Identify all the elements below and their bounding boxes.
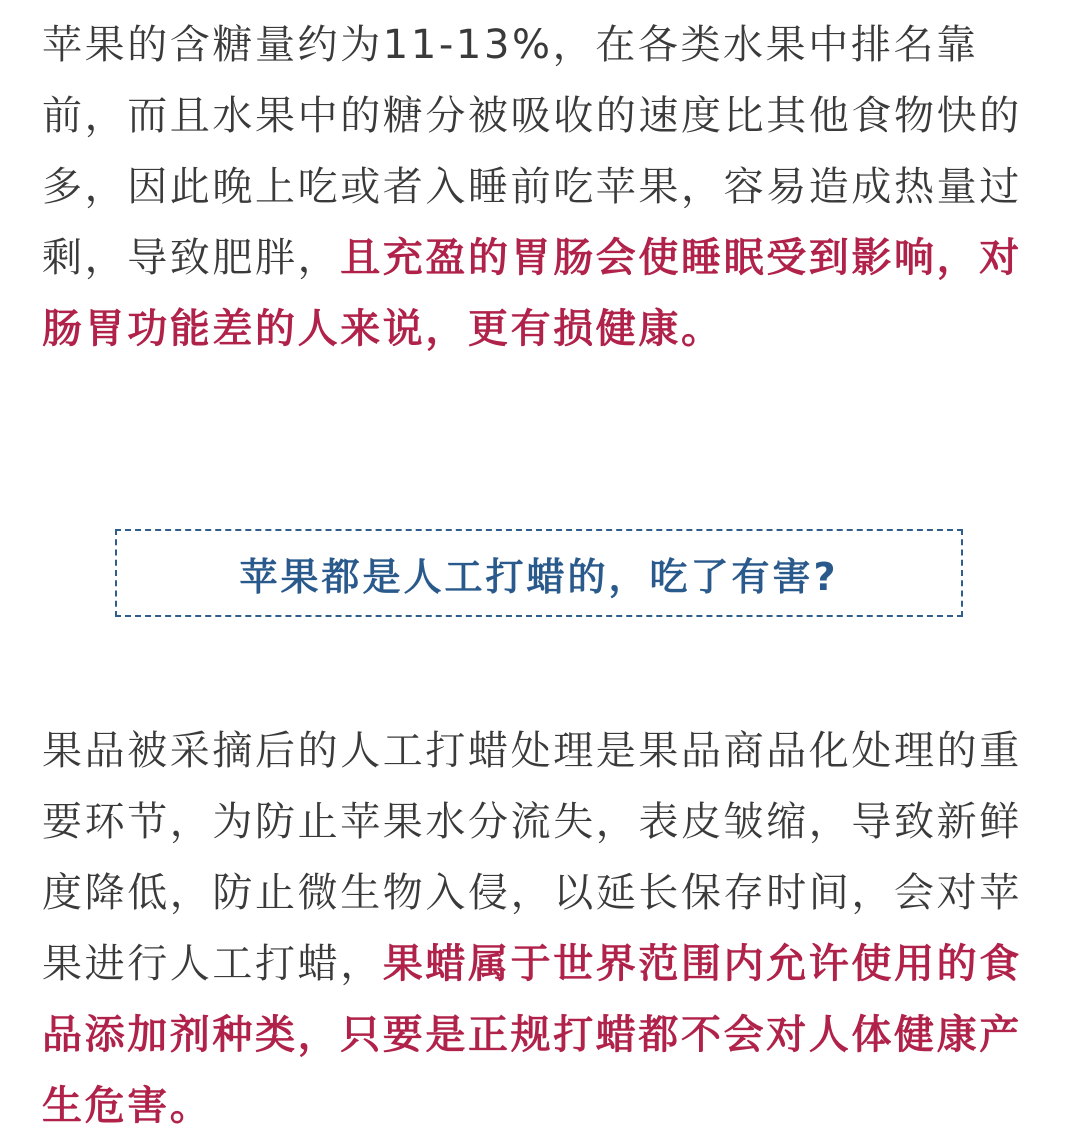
paragraph-sugar-highlight: 且充盈的胃肠会使睡眠受到影响，对肠胃功能差的人来说，更有损健康。 <box>42 235 1022 352</box>
paragraph-waxing-highlight: 果蜡属于世界范围内允许使用的食品添加剂种类，只要是正规打蜡都不会对人体健康产生危害。 <box>42 941 1022 1129</box>
paragraph-waxing-text: 果品被采摘后的人工打蜡处理是果品商品化处理的重要环节，为防止苹果水分流失，表皮皱缩，导致新鲜度降低，防止微生物入侵，以延长保存时间，会对苹果进行人工打蜡， <box>42 728 1022 987</box>
section-heading: 苹果都是人工打蜡的，吃了有害? <box>239 554 839 599</box>
paragraph-waxing <box>42 716 1042 1142</box>
section-heading-box <box>115 529 963 617</box>
paragraph-sugar-content <box>42 10 1042 365</box>
paragraph-sugar-text: 苹果的含糖量约为11-13%，在各类水果中排名靠前，而且水果中的糖分被吸收的速度比其他食物快的多，因此晚上吃或者入睡前吃苹果，容易造成热量过剩，导致肥胖， <box>42 22 1022 281</box>
